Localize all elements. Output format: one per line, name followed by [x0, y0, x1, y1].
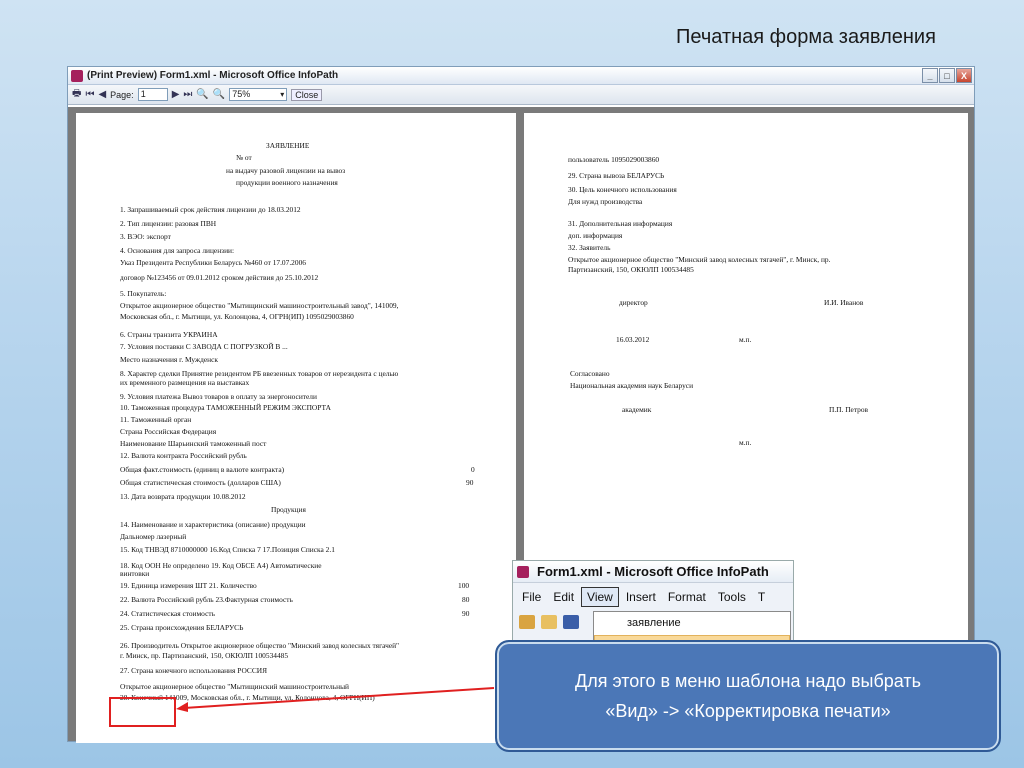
- callout-line-2: «Вид» -> «Корректировка печати»: [605, 701, 891, 721]
- form-line: П.П. Петров: [829, 405, 869, 414]
- form-line: Место назначения г. Мужденск: [120, 355, 218, 364]
- design-icon[interactable]: [519, 615, 535, 629]
- snippet-title: Form1.xml - Microsoft Office InfoPath: [537, 564, 769, 579]
- open-folder-icon[interactable]: [541, 615, 557, 629]
- form-line: директор: [619, 298, 648, 307]
- form-line: доп. информация: [568, 231, 623, 240]
- form-line: 19. Единица измерения ШТ 21. Количество: [120, 581, 257, 590]
- window-titlebar: [68, 67, 974, 85]
- form-line: 31. Дополнительная информация: [568, 219, 673, 228]
- form-line: г. Минск, пр. Партизанский, 150, ОКЮЛП 100534485: [120, 651, 289, 660]
- form-line: Общая статистическая стоимость (долларов США): [120, 478, 281, 487]
- form-value: 90: [462, 609, 470, 618]
- form-line: 32. Заявитель: [568, 243, 611, 252]
- menu-insert[interactable]: Insert: [625, 590, 656, 604]
- window-title: (Print Preview) Form1.xml - Microsoft Office InfoPath: [87, 70, 339, 81]
- form-line: Национальная академия наук Беларуси: [570, 381, 694, 390]
- form-line: 8. Характер сделки Принятие резидентом РБ ввезенных товаров от нерезидента с целью: [120, 369, 399, 378]
- form-line: 15. Код ТНВЭД 8710000000 16.Код Списка 7 17.Позиция Списка 2.1: [120, 545, 335, 554]
- instruction-callout: [495, 640, 1001, 752]
- form-line: 6. Страны транзита УКРАИНА: [120, 330, 218, 339]
- zoom-out-icon[interactable]: 🔍: [196, 89, 209, 100]
- form-line: Партизанский, 150, ОКЮЛП 100534485: [568, 265, 694, 274]
- form-line: 13. Дата возврата продукции 10.08.2012: [120, 492, 246, 501]
- form-line: их временного размещения на выставках: [120, 378, 250, 387]
- menu-file[interactable]: File: [522, 590, 542, 604]
- form-line: Согласовано: [570, 369, 610, 378]
- next-page-icon[interactable]: ▶: [171, 89, 180, 100]
- form-line: 1. Запрашиваемый срок действия лицензии до 18.03.2012: [120, 205, 301, 214]
- form-line: 26. Производитель Открытое акционерное общество "Минский завод колесных тягачей": [120, 641, 400, 650]
- menu-edit[interactable]: Edit: [553, 590, 575, 604]
- form-line: 7. Условия поставки С ЗАВОДА С ПОГРУЗКОЙ В ...: [120, 342, 288, 351]
- form-line: пользователь 1095029003860: [568, 155, 660, 164]
- form-line: 10. Таможенная процедура ТАМОЖЕННЫЙ РЕЖИМ ЭКСПОРТА: [120, 403, 331, 412]
- save-icon[interactable]: [563, 615, 579, 629]
- form-line: Открытое акционерное общество "Мытищинский машиностроительный: [120, 682, 349, 691]
- prev-page-icon[interactable]: ◀: [98, 89, 107, 100]
- form-value: 80: [462, 595, 470, 604]
- form-line: 25. Страна происхождения БЕЛАРУСЬ: [120, 623, 244, 632]
- menu-tools[interactable]: Tools: [717, 590, 746, 604]
- form-line: Московская обл., г. Мытищи, ул. Колонцова, 4, ОГРН(ИП) 1095029003860: [120, 312, 354, 321]
- close-preview-button[interactable]: Close: [291, 89, 322, 101]
- minimize-button[interactable]: _: [922, 68, 938, 83]
- form-value: 90: [466, 478, 474, 487]
- form-line: м.п.: [739, 335, 752, 344]
- form-value: 0: [471, 465, 475, 474]
- form-line: 3. ВЭО: экспорт: [120, 232, 171, 241]
- form-line: Страна Российская Федерация: [120, 427, 217, 436]
- page-label: Page:: [110, 89, 134, 100]
- form-line: 22. Валюта Российский рубль 23.Фактурная стоимость: [120, 595, 293, 604]
- menu-view[interactable]: View: [581, 587, 619, 607]
- preview-page-1: [76, 113, 516, 743]
- form-line: 24. Статистическая стоимость: [120, 609, 215, 618]
- preview-toolbar: [68, 85, 974, 105]
- infopath-icon: [71, 70, 83, 82]
- pointer-arrow: [176, 686, 494, 712]
- slide-title: Печатная форма заявления: [676, 26, 936, 48]
- form-line: 18. Код ООН Не определено 19. Код ОБСЕ A4) Автоматические: [120, 561, 322, 570]
- form-line: Открытое акционерное общество "Минский завод колесных тягачей", г. Минск, пр.: [568, 255, 831, 264]
- form-subtitle: продукции военного назначения: [236, 178, 338, 187]
- form-line: 12. Валюта контракта Российский рубль: [120, 451, 247, 460]
- callout-line-1: Для этого в меню шаблона надо выбрать: [575, 671, 921, 691]
- form-line: 16.03.2012: [616, 335, 650, 344]
- form-line: 28. Конечный 141009, Московская обл., г. Мытищи, ул. Колонцова, 4, ОГРН(ИП): [120, 693, 375, 702]
- print-icon[interactable]: 🖶: [72, 88, 82, 99]
- last-page-icon[interactable]: ⏭: [183, 89, 193, 100]
- close-window-button[interactable]: X: [956, 68, 972, 83]
- menu-table[interactable]: T: [757, 590, 766, 604]
- form-line: 11. Таможенный орган: [120, 415, 192, 424]
- form-line: 14. Наименование и характеристика (описание) продукции: [120, 520, 306, 529]
- zoom-in-icon[interactable]: 🔍: [212, 89, 226, 100]
- form-line: 30. Цель конечного использования: [568, 185, 677, 194]
- menu-format[interactable]: Format: [667, 590, 706, 604]
- first-page-icon[interactable]: ⏮: [85, 89, 95, 100]
- form-line: Дальномер лазерный: [120, 532, 187, 541]
- form-line: Наименование Шарьинский таможенный пост: [120, 439, 267, 448]
- form-line: академик: [622, 405, 652, 414]
- form-subtitle: на выдачу разовой лицензии на вывоз: [226, 166, 346, 175]
- form-line: Открытое акционерное общество "Мытищинский машиностроительный завод", 141009,: [120, 301, 399, 310]
- menu-bar: [513, 583, 793, 611]
- menu-item-application[interactable]: заявление: [627, 617, 681, 629]
- page-input[interactable]: 1: [138, 88, 168, 101]
- snippet-titlebar: [513, 561, 793, 583]
- form-line: Общая факт.стоимость (единиц в валюте контракта): [120, 465, 285, 474]
- form-line: 4. Основания для запроса лицензии:: [120, 246, 235, 255]
- form-line: 5. Покупатель:: [120, 289, 167, 298]
- form-line: 9. Условия платежа Вывоз товаров в оплату за энергоносители: [120, 392, 317, 401]
- form-line: Указ Президента Республики Беларусь №460 от 17.07.2006: [120, 258, 306, 267]
- zoom-select[interactable]: 75% ▾: [229, 88, 287, 101]
- form-number: № от: [236, 153, 252, 162]
- form-line: 29. Страна вывоза БЕЛАРУСЬ: [568, 171, 665, 180]
- form-line: 2. Тип лицензии: разовая ПВН: [120, 219, 217, 228]
- maximize-button[interactable]: □: [939, 68, 955, 83]
- form-line: Продукция: [271, 505, 306, 514]
- form-line: договор №123456 от 09.01.2012 сроком действия до 25.10.2012: [120, 273, 319, 282]
- form-line: Для нужд производства: [568, 197, 643, 206]
- infopath-icon: [517, 566, 529, 578]
- form-line: винтовки: [120, 569, 150, 578]
- form-line: И.И. Иванов: [824, 298, 864, 307]
- highlight-box: [109, 697, 176, 727]
- form-line: 27. Страна конечного использования РОССИЯ: [120, 666, 268, 675]
- form-line: м.п.: [739, 438, 752, 447]
- form-value: 100: [458, 581, 470, 590]
- form-heading: ЗАЯВЛЕНИЕ: [266, 141, 310, 150]
